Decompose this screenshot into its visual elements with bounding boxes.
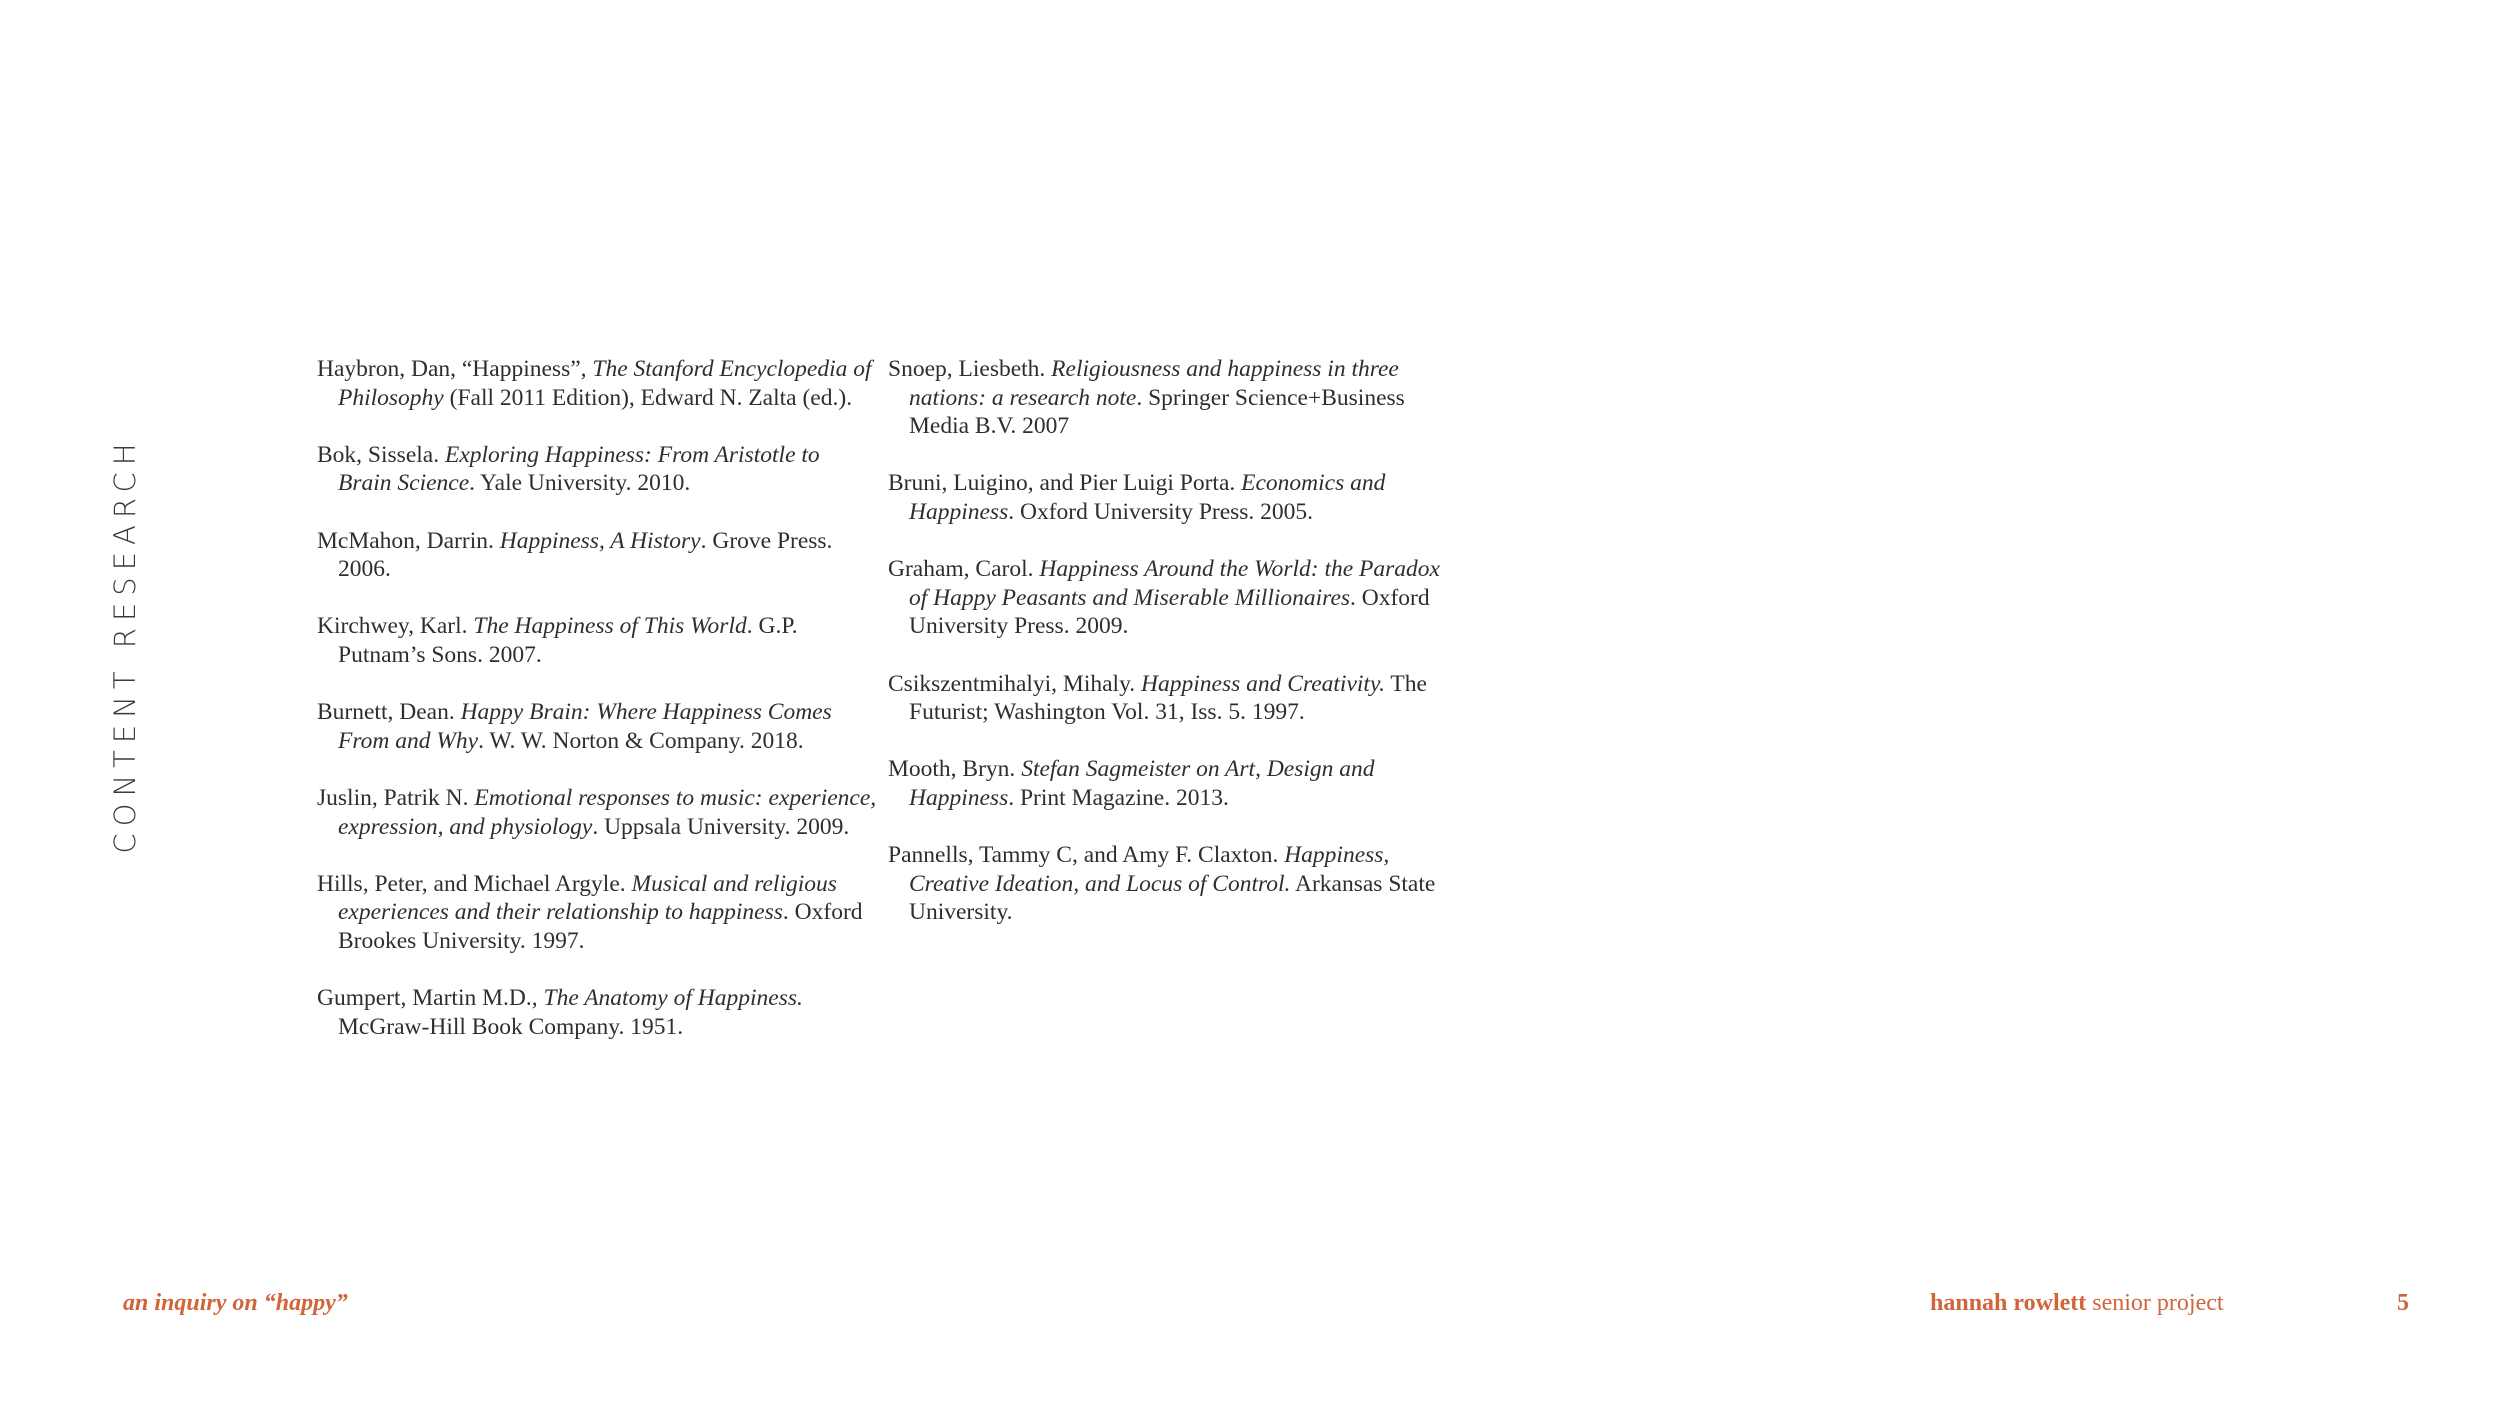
reference-entry: Burnett, Dean. Happy Brain: Where Happiness Comes From and Why. W. W. Norton & Company. 2018. <box>317 699 832 754</box>
reference-entry: Bok, Sissela. Exploring Happiness: From Aristotle to Brain Science. Yale University. 2010. <box>317 441 820 497</box>
reference-entry: Hills, Peter, and Michael Argyle. Musical and religious experiences and their relationship to happiness. Oxford Brookes University. 1997. <box>317 870 863 954</box>
references-column-right <box>888 355 1448 955</box>
footer-author: hannah rowlett <box>1930 1290 2087 1316</box>
section-label: CONTENT RESEARCH <box>108 436 142 854</box>
footer-project: senior project <box>2092 1290 2224 1316</box>
page-number: 5 <box>2397 1290 2409 1316</box>
reference-entry: Juslin, Patrik N. Emotional responses to music: experience, expression, and physiology. Uppsala University. 2009. <box>317 784 877 840</box>
references-column-left <box>317 355 877 1070</box>
reference-entry: Mooth, Bryn. Stefan Sagmeister on Art, Design and Happiness. Print Magazine. 2013. <box>888 756 1375 811</box>
reference-entry: Haybron, Dan, “Happiness”, The Stanford Encyclopedia of Philosophy (Fall 2011 Edition), Edward N. Zalta (ed.). <box>317 356 872 411</box>
reference-entry: McMahon, Darrin. Happiness, A History. Grove Press. 2006. <box>317 527 833 583</box>
reference-entry: Snoep, Liesbeth. Religiousness and happiness in three nations: a research note. Springer Science+Business Media B.V. 2007 <box>888 356 1405 440</box>
reference-entry: Gumpert, Martin M.D., The Anatomy of Happiness. McGraw-Hill Book Company. 1951. <box>317 985 803 1040</box>
reference-entry: Csikszentmihalyi, Mihaly. Happiness and Creativity. The Futurist; Washington Vol. 31, Iss. 5. 1997. <box>888 670 1427 726</box>
reference-entry: Graham, Carol. Happiness Around the World: the Paradox of Happy Peasants and Miserable Millionaires. Oxford University Press. 2009. <box>888 556 1440 640</box>
reference-entry: Bruni, Luigino, and Pier Luigi Porta. Economics and Happiness. Oxford University Press. 2005. <box>888 470 1386 525</box>
reference-entry: Kirchwey, Karl. The Happiness of This World. G.P. Putnam’s Sons. 2007. <box>317 613 798 668</box>
footer-series-title: an inquiry on “happy” <box>123 1290 348 1316</box>
footer-project-credit <box>1930 1290 2224 1317</box>
reference-entry: Pannells, Tammy C, and Amy F. Claxton. Happiness, Creative Ideation, and Locus of Control. Arkansas State University. <box>888 842 1436 926</box>
